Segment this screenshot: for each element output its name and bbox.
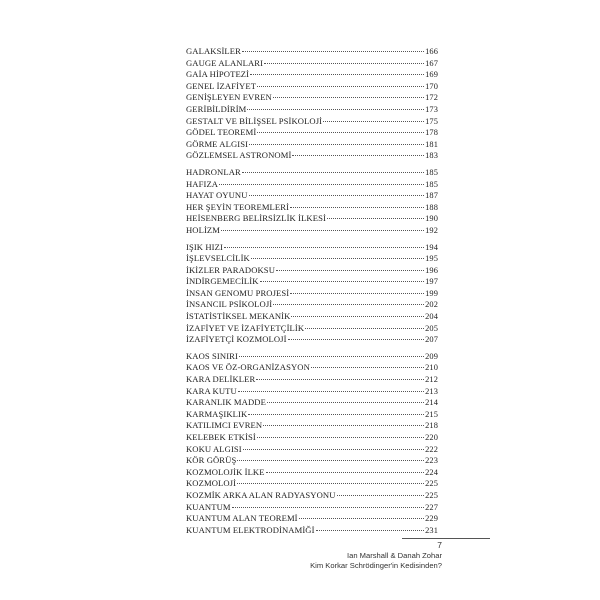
toc-entry-page: 185 [425,179,438,189]
toc-leader-dots [266,472,425,473]
toc-entry[interactable] [186,202,438,214]
toc-entry[interactable] [186,513,438,525]
toc-entry[interactable] [186,374,438,386]
toc-entry-term: GENİŞLEYEN EVREN [186,92,272,103]
toc-entry-term: İŞLEVSELCİLİK [186,253,250,264]
toc-leader-dots [273,304,424,305]
toc-entry[interactable] [186,386,438,398]
toc-entry[interactable] [186,432,438,444]
toc-entry[interactable] [186,190,438,202]
toc-entry-page: 199 [425,288,438,298]
toc-entry[interactable] [186,167,438,179]
toc-leader-dots [292,155,424,156]
toc-leader-dots [243,449,424,450]
footer-divider [402,538,490,539]
toc-entry-page: 170 [425,81,438,91]
toc-entry-term: KARA DELİKLER [186,374,256,385]
toc-entry-page: 225 [425,490,438,500]
toc-entry-page: 215 [425,409,438,419]
toc-entry[interactable] [186,127,438,139]
toc-leader-dots [264,63,424,64]
toc-entry-page: 175 [425,116,438,126]
toc-entry-page: 167 [425,58,438,68]
toc-entry[interactable] [186,46,438,58]
toc-entry-page: 173 [425,104,438,114]
toc-entry-term: KOZMOLOJİK İLKE [186,466,265,477]
toc-leader-dots [248,414,424,415]
toc-leader-dots [299,518,424,519]
toc-leader-dots [219,184,424,185]
toc-entry-page: 220 [425,433,438,442]
toc-entry-term: GAUGE ALANLARI [186,57,264,68]
toc-entry-page: 178 [425,128,438,138]
toc-entry-page: 223 [425,456,438,466]
toc-leader-dots [260,281,425,282]
footer-book-title: Kim Korkar Schrödinger'in Kedisinden? [310,561,442,570]
toc-entry[interactable] [186,139,438,151]
toc-group [186,167,438,237]
toc-leader-dots [276,270,424,271]
toc-entry[interactable] [186,525,438,537]
toc-entry-page: 205 [425,323,438,333]
toc-leader-dots [247,109,424,110]
toc-entry[interactable] [186,116,438,128]
toc-entry-page: 197 [425,277,438,287]
toc-entry-page: 195 [425,254,438,264]
toc-entry[interactable] [186,397,438,409]
footer-authors: Ian Marshall & Danah Zohar [347,551,442,560]
toc-entry-term: KUANTUM [186,501,231,512]
toc-entry-term: GAİA HİPOTEZİ [186,69,250,80]
toc-entry-term: KATILIMCI EVREN [186,420,263,431]
toc-entry-page: 181 [425,139,438,149]
toc-entry-term: İKİZLER PARADOKSU [186,264,275,275]
toc-entry[interactable] [186,467,438,479]
toc-entry[interactable] [186,179,438,191]
toc-entry-page: 225 [425,479,438,489]
toc-leader-dots [316,530,425,531]
page-number: 7 [437,540,442,550]
toc-entry-term: KARANLIK MADDE [186,397,266,408]
toc-entry-page: 210 [425,363,438,373]
toc-leader-dots [290,207,424,208]
toc-leader-dots [224,247,424,248]
toc-leader-dots [323,121,424,122]
toc-leader-dots [249,144,424,145]
toc-leader-dots [291,316,424,317]
toc-entry-page: 207 [425,335,438,345]
toc-entry-term: İNDİRGEMECİLİK [186,276,259,287]
toc-entry-page: 227 [425,502,438,512]
toc-entry-term: İNSAN GENOMU PROJESİ [186,287,290,298]
toc-group [186,46,438,162]
toc-entry[interactable] [186,69,438,81]
toc-entry-page: 209 [425,351,438,361]
toc-entry-page: 222 [425,444,438,454]
toc-entry-term: HADRONLAR [186,166,241,177]
toc-leader-dots [239,356,424,357]
toc-leader-dots [257,437,424,438]
toc-entry-term: HEİSENBERG BELİRSİZLİK İLKESİ [186,213,326,224]
toc-entry[interactable] [186,502,438,514]
toc-entry-page: 218 [425,421,438,431]
toc-leader-dots [242,172,424,173]
toc-entry-page: 183 [425,151,438,161]
toc-entry-term: KOZMOLOJİ [186,478,237,489]
toc-entry[interactable] [186,334,438,346]
page-footer [310,540,442,571]
toc-entry-term: GALAKSİLER [186,46,241,56]
toc-entry[interactable] [186,225,438,237]
toc-entry[interactable] [186,362,438,374]
toc-leader-dots [257,86,424,87]
toc-entry-term: GÖDEL TEOREMİ [186,127,257,138]
toc-leader-dots [249,195,425,196]
toc-entry[interactable] [186,478,438,490]
toc-leader-dots [337,495,425,496]
toc-entry-page: 202 [425,300,438,310]
toc-entry-page: 187 [425,191,438,201]
toc-leader-dots [232,507,425,508]
toc-leader-dots [221,230,424,231]
toc-entry-page: 204 [425,312,438,322]
toc-entry-page: 224 [425,467,438,477]
toc-entry-page: 192 [425,225,438,235]
toc-leader-dots [237,483,424,484]
toc-entry[interactable] [186,409,438,421]
toc-entry-page: 194 [425,242,438,252]
toc-entry-term: GENEL İZAFİYET [186,80,257,91]
toc-entry-page: 188 [425,202,438,212]
toc-group [186,351,438,537]
toc-leader-dots [327,218,424,219]
toc-entry-term: KELEBEK ETKİSİ [186,432,256,442]
toc-entry-term: İZAFİYET VE İZAFİYETÇİLİK [186,322,305,333]
toc-group [186,242,438,346]
toc-entry-term: GESTALT VE BİLİŞSEL PSİKOLOJİ [186,115,323,126]
toc-entry[interactable] [186,253,438,265]
toc-entry[interactable] [186,299,438,311]
toc-leader-dots [290,293,424,294]
toc-entry-term: KUANTUM ELEKTRODİNAMİĞİ [186,524,315,535]
toc-entry-page: 185 [425,167,438,177]
toc-entry-page: 166 [425,47,438,56]
toc-entry-page: 231 [425,525,438,535]
toc-leader-dots [263,425,424,426]
toc-entry-term: HAYAT OYUNU [186,190,248,201]
toc-entry-term: IŞIK HIZI [186,241,223,252]
toc-leader-dots [257,132,424,133]
toc-entry-term: KÖR GÖRÜŞ [186,455,237,466]
toc-entry-page: 172 [425,93,438,103]
toc-entry[interactable] [186,311,438,323]
toc-entry-term: KARA KUTU [186,385,237,396]
toc-entry-page: 212 [425,375,438,385]
toc-entry-term: İSTATİSTİKSEL MEKANİK [186,311,291,322]
toc-entry-term: HER ŞEYİN TEOREMLERİ [186,201,290,212]
toc-entry[interactable] [186,420,438,432]
toc-entry[interactable] [186,444,438,456]
toc-entry[interactable] [186,265,438,277]
toc-entry-page: 213 [425,386,438,396]
toc-entry-term: İNSANCIL PSİKOLOJİ [186,299,273,310]
toc-entry-term: HOLİZM [186,224,221,235]
toc-entry-term: GERİBİLDİRİM [186,103,247,114]
toc-entry[interactable] [186,351,438,363]
toc-entry-term: KAOS SINIRI [186,350,238,361]
toc-entry-page: 214 [425,398,438,408]
toc-leader-dots [238,391,424,392]
toc-entry[interactable] [186,104,438,116]
toc-leader-dots [242,51,424,52]
toc-entry[interactable] [186,323,438,335]
toc-entry-term: HAFIZA [186,178,219,189]
toc-entry[interactable] [186,92,438,104]
toc-entry[interactable] [186,58,438,70]
toc-leader-dots [256,379,424,380]
toc-entry[interactable] [186,81,438,93]
toc-entry-term: KARMAŞIKLIK [186,408,248,419]
toc-entry-term: KUANTUM ALAN TEOREMİ [186,513,298,524]
toc-entry-term: KOZMİK ARKA ALAN RADYASYONU [186,489,336,500]
toc-entry-term: GÖZLEMSEL ASTRONOMİ [186,150,292,161]
toc-entry-term: İZAFİYETÇİ KOZMOLOJİ [186,334,287,345]
toc-leader-dots [288,339,425,340]
toc-entry-term: KAOS VE ÖZ-ORGANİZASYON [186,362,310,373]
toc-leader-dots [273,97,424,98]
toc-entry-page: 196 [425,265,438,275]
toc-entry-term: GÖRME ALGISI [186,138,249,149]
toc-leader-dots [250,74,424,75]
toc-leader-dots [237,460,424,461]
toc-entry[interactable] [186,490,438,502]
toc-leader-dots [267,402,424,403]
toc-leader-dots [311,367,424,368]
toc-entry[interactable] [186,150,438,162]
table-of-contents [186,46,438,541]
toc-entry[interactable] [186,276,438,288]
toc-leader-dots [251,258,424,259]
toc-leader-dots [305,328,424,329]
toc-entry-page: 229 [425,514,438,524]
toc-entry[interactable] [186,288,438,300]
toc-entry[interactable] [186,213,438,225]
toc-entry[interactable] [186,455,438,467]
toc-entry[interactable] [186,242,438,254]
toc-entry-page: 169 [425,70,438,80]
toc-entry-page: 190 [425,214,438,224]
toc-entry-term: KOKU ALGISI [186,443,242,454]
